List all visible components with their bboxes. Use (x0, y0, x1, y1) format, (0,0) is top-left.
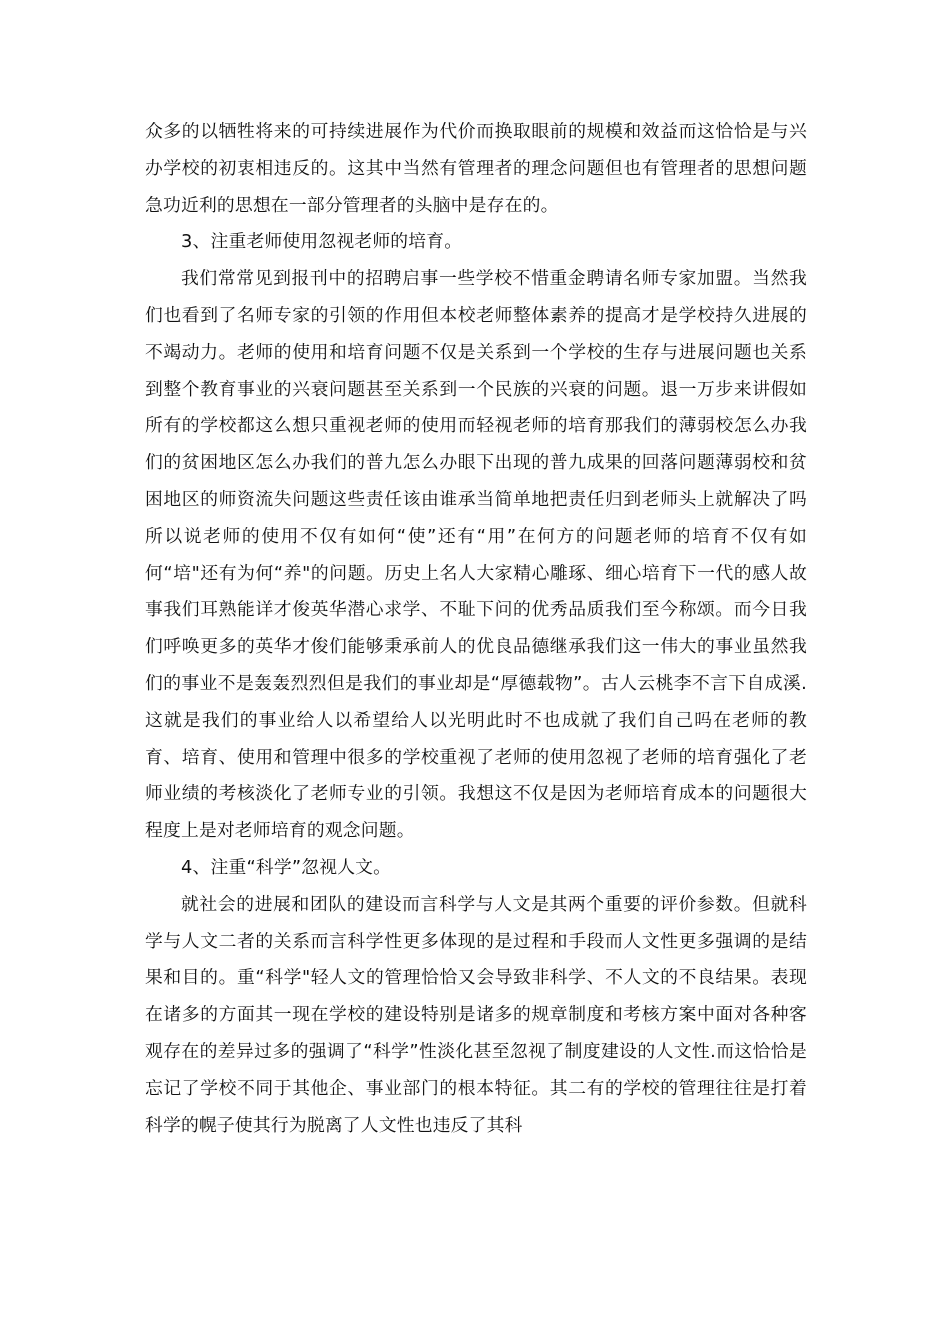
paragraph-teacher-training: 我们常常见到报刊中的招聘启事一些学校不惜重金聘请名师专家加盟。当然我们也看到了名师专家的引领的作用但本校老师整体素养的提高才是学校持久进展的不竭动力。老师的使用和培育问题不仅是关系到一个学校的生存与进展问题也关系到整个教育事业的兴衰问题甚至关系到一个民族的兴衰的问题。退一万步来讲假如所有的学校都这么想只重视老师的使用而轻视老师的培育那我们的薄弱校怎么办我们的贫困地区怎么办我们的普九怎么办眼下出现的普九成果的回落问题薄弱校和贫困地区的师资流失问题这些责任该由谁承当简单地把责任归到老师头上就解决了吗所以说老师的使用不仅有如何“使”还有“用”在何方的问题老师的培育不仅有如何“培"还有为何“养"的问题。历史上名人大家精心雕琢、细心培育下一代的感人故事我们耳熟能详才俊英华潜心求学、不耻下问的优秀品质我们至今称颂。而今日我们呼唤更多的英华才俊们能够秉承前人的优良品德继承我们这一伟大的事业虽然我们的事业不是轰轰烈烈但是我们的事业却是“厚德载物”。古人云桃李不言下自成溪.这就是我们的事业给人以希望给人以光明此时不也成就了我们自己吗在老师的教育、培育、使用和管理中很多的学校重视了老师的使用忽视了老师的培育强化了老师业绩的考核淡化了老师专业的引领。我想这不仅是因为老师培育成本的问题很大程度上是对老师培育的观念问题。 (145, 268, 807, 842)
paragraph-continuation: 众多的以牺牲将来的可持续进展作为代价而换取眼前的规模和效益而这恰恰是与兴办学校的初衷相违反的。这其中当然有管理者的理念问题但也有管理者的思想问题急功近利的思想在一部分管理者的头脑中是存在的。 (145, 121, 807, 216)
section-heading-4: 4、注重“科学”忽视人文。 (181, 856, 392, 878)
document-body (145, 114, 807, 1144)
section-heading-3: 3、注重老师使用忽视老师的培育。 (181, 231, 463, 253)
paragraph-science-humanities: 就社会的进展和团队的建设而言科学与人文是其两个重要的评价参数。但就科学与人文二者的关系而言科学性更多体现的是过程和手段而人文性更多强调的是结果和目的。重“科学"轻人文的管理恰恰又会导致非科学、不人文的不良结果。表现在诸多的方面其一现在学校的建设特别是诸多的规章制度和考核方案中面对各种客观存在的差异过多的强调了“科学”性淡化甚至忽视了制度建设的人文性.而这恰恰是忘记了学校不同于其他企、事业部门的根本特征。其二有的学校的管理往往是打着科学的幌子使其行为脱离了人文性也违反了其科 (145, 893, 807, 1136)
